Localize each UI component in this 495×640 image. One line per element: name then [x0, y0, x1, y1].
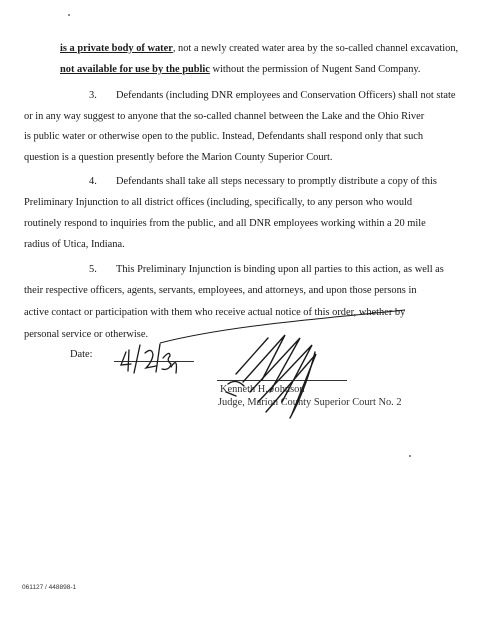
paragraph-3-line: is public water or otherwise open to the public. Instead, Defendants shall respond only that such	[24, 131, 424, 142]
text-fragment: , not a newly created water area by the so-called channel excavation,	[172, 43, 459, 54]
text-fragment: Defendants shall take all steps necessary to promptly distribute a copy of this	[116, 176, 437, 187]
underlined-phrase: not available for use by the public	[60, 64, 210, 75]
paragraph-number: 4.	[89, 176, 97, 187]
paragraph-4-line: Preliminary Injunction to all district offices (including, specifically, to any person who would	[24, 197, 413, 208]
text-fragment: This Preliminary Injunction is binding upon all parties to this action, as well as	[116, 264, 444, 275]
judge-signature-line	[217, 380, 347, 381]
scan-speck	[68, 14, 70, 16]
date-signature-line	[114, 361, 194, 362]
paragraph-3-line	[89, 89, 495, 102]
text-fragment: Defendants (including DNR employees and Conservation Officers) shall not state	[116, 90, 456, 101]
paragraph-3-line: or in any way suggest to anyone that the so-called channel between the Lake and the Ohio River	[24, 111, 425, 122]
scan-speck	[409, 455, 411, 457]
paragraph-5-line	[89, 263, 495, 276]
text-line	[60, 42, 495, 55]
paragraph-number: 5.	[89, 264, 97, 275]
paragraph-4-line: routinely respond to inquiries from the public, and all DNR employees working within a 20 mile	[24, 218, 426, 229]
handwritten-date	[121, 344, 176, 373]
paragraph-3-line: question is a question presently before the Marion County Superior Court.	[24, 152, 333, 163]
paragraph-5-line: personal service or otherwise.	[24, 329, 149, 340]
paragraph-5-line: active contact or participation with them who receive actual notice of this order, whether by	[24, 307, 406, 318]
text-line	[60, 63, 495, 76]
date-label: Date:	[70, 349, 93, 360]
document-footer-code: 061127 / 448898-1	[22, 584, 77, 591]
judge-name: Kenneth H. Johnson	[220, 384, 305, 395]
underlined-phrase: is a private body of water	[60, 43, 173, 54]
paragraph-5-line: their respective officers, agents, servants, employees, and attorneys, and upon those persons in	[24, 285, 417, 296]
paragraph-number: 3.	[89, 90, 97, 101]
judge-title: Judge, Marion County Superior Court No. 2	[218, 397, 402, 408]
paragraph-4-line: radius of Utica, Indiana.	[24, 239, 125, 250]
paragraph-4-line	[89, 175, 495, 188]
text-fragment: without the permission of Nugent Sand Company.	[209, 64, 421, 75]
